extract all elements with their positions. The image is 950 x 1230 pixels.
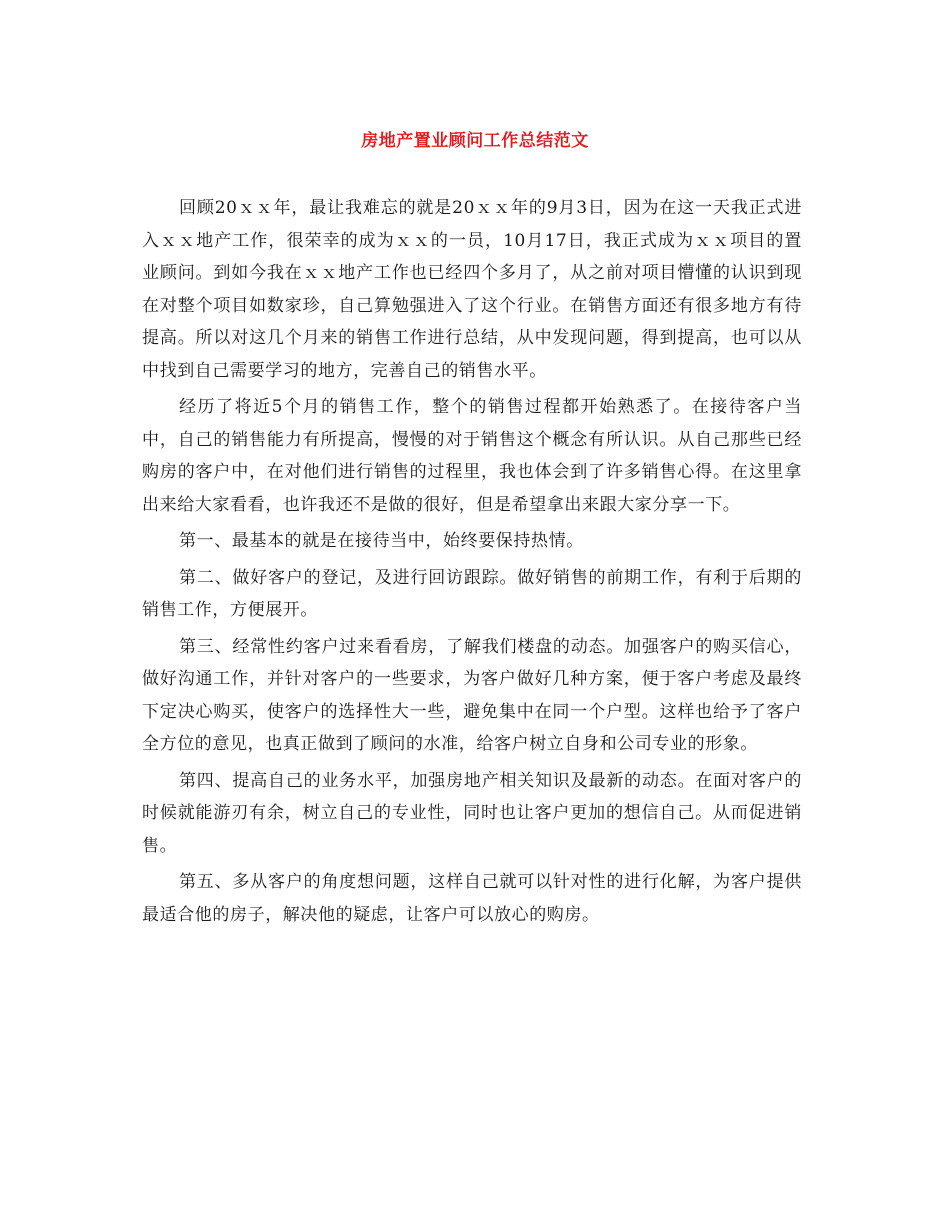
paragraph-point-three: 第三、经常性约客户过来看看房，了解我们楼盘的动态。加强客户的购买信心，做好沟通工作，并针对客户的一些要求，为客户做好几种方案，便于客户考虑及最终下定决心购买，使客户的选择性大一些，避免集中在同一个户型。这样也给予了客户全方位的意见，也真正做到了顾问的水准，给客户树立自身和公司专业的形象。 xyxy=(142,636,802,754)
document-body xyxy=(142,192,802,935)
paragraph-point-four: 第四、提高自己的业务水平，加强房地产相关知识及最新的动态。在面对客户的时候就能游刃有余，树立自己的专业性，同时也让客户更加的想信自己。从而促进销售。 xyxy=(142,770,802,856)
paragraph-point-five: 第五、多从客户的角度想问题，这样自己就可以针对性的进行化解，为客户提供最适合他的房子，解决他的疑虑，让客户可以放心的购房。 xyxy=(142,872,802,925)
paragraph-experience: 经历了将近5个月的销售工作，整个的销售过程都开始熟悉了。在接待客户当中，自己的销售能力有所提高，慢慢的对于销售这个概念有所认识。从自己那些已经购房的客户中，在对他们进行销售的过程里，我也体会到了许多销售心得。在这里拿出来给大家看看，也许我还不是做的很好，但是希望拿出来跟大家分享一下。 xyxy=(142,397,802,515)
paragraph-point-two: 第二、做好客户的登记，及进行回访跟踪。做好销售的前期工作，有利于后期的销售工作，方便展开。 xyxy=(142,567,802,620)
document-title: 房地产置业顾问工作总结范文 xyxy=(361,131,589,151)
paragraph-review: 回顾20ｘｘ年，最让我难忘的就是20ｘｘ年的9月3日，因为在这一天我正式进入ｘｘ地产工作，很荣幸的成为ｘｘ的一员，10月17日，我正式成为ｘｘ项目的置业顾问。到如今我在ｘｘ地产工作也已经四个多月了，从之前对项目懵懂的认识到现在对整个项目如数家珍，自己算勉强进入了这个行业。在销售方面还有很多地方有待提高。所以对这几个月来的销售工作进行总结，从中发现问题，得到提高，也可以从中找到自己需要学习的地方，完善自己的销售水平。 xyxy=(142,198,802,381)
paragraph-point-one: 第一、最基本的就是在接待当中，始终要保持热情。 xyxy=(179,531,584,551)
